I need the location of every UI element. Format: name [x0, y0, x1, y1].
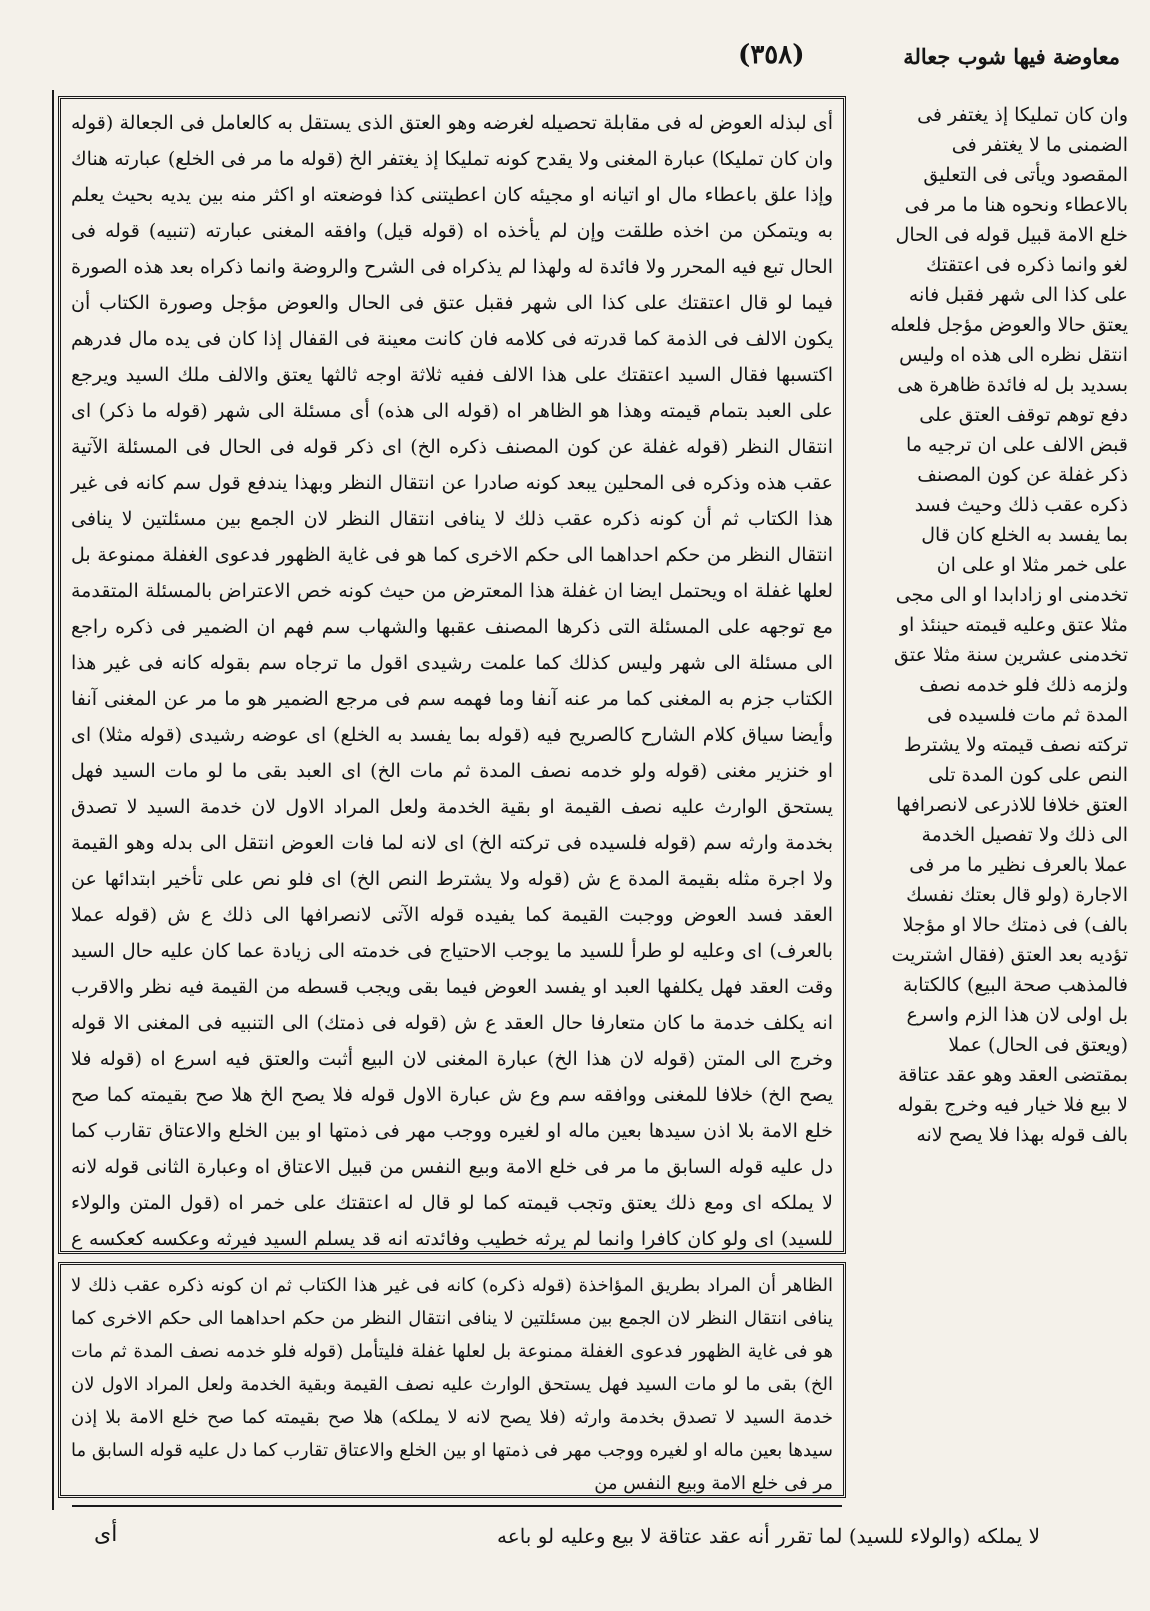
commentary-text-lower: الظاهر أن المراد بطريق المؤاخذة (قوله ذكره) كانه فى غير هذا الكتاب ثم ان كونه ذكره عقب ذلك لا ينافى انتقال النظر لان الجمع بين مسئلتين لا ينافى انتقال النظر من حكم احداهما الى حكم الاخرى كما هو فى غاية الظهور فدعوى الغفلة ممنوعة بل لعلها غفلة فليتأمل (قوله فلو خدمه نصف المدة ثم مات الخ) بقى ما لو مات السيد فهل يستحق الوارث عليه نصف القيمة وبقية الخدمة ولعل المراد الاول لان خدمة السيد لا تصدق بخدمة وارثه (فلا يصح لانه لا يملكه) هلا صح بقيمته كما صح خلع الامة بلا إذن سيدها بعين ماله او لغيره ووجب مهر فى ذمتها او بين الخلع والاعتاق تقارب كما دل عليه قوله السابق ما مر فى خلع الامة وبيع النفس من — [71, 1275, 833, 1494]
footer-catchword: أى — [94, 1522, 118, 1547]
footer-continuation-line: لا يملكه (والولاء للسيد) لما تقرر أنه عقد عتاقة لا بيع وعليه لو باعه — [497, 1524, 1040, 1548]
commentary-box-lower — [58, 1262, 846, 1498]
page-number: (٣٥٨) — [738, 40, 805, 70]
main-text: وان كان تمليكا إذ يغتفر فى الضمنى ما لا يغتفر فى المقصود ويأتى فى التعليق بالاعطاء ونحوه هنا ما مر فى خلع الامة قبيل قوله فى الحال لغو وانما ذكره فى اعتقتك على كذا الى شهر فقبل فانه يعتق حالا والعوض مؤجل فلعله انتقل نظره الى هذه اه وليس بسديد بل له فائدة ظاهرة هى دفع توهم توقف العتق على قبض الالف على ان ترجيه ما ذكر غفلة عن كون المصنف ذكره عقب ذلك وحيث فسد بما يفسد به الخلع كان قال على خمر مثلا او على ان تخدمنى او زادابدا او الى مجى مثلا عتق وعليه قيمته حينئذ او تخدمنى عشرين سنة مثلا عتق ولزمه ذلك فلو خدمه نصف المدة ثم مات فلسيده فى تركته نصف قيمته ولا يشترط النص على كون المدة تلى العتق خلافا للاذرعى لانصرافها الى ذلك ولا تفصيل الخدمة عملا بالعرف نظير ما مر فى الاجارة (ولو قال بعتك نفسك بالف) فى ذمتك حالا او مؤجلا تؤديه بعد العتق (فقال اشتريت فالمذهب صحة البيع) كالكتابة بل اولى لان هذا الزم واسرع (ويعتق فى الحال) عملا بمقتضى العقد وهو عقد عتاقة لا بيع فلا خيار فيه وخرج بقوله بالف قوله بهذا فلا يصح لانه — [890, 104, 1128, 1146]
left-border-rule — [52, 90, 54, 1510]
main-text-margin-column — [890, 100, 1128, 1570]
commentary-text-upper: أى لبذله العوض له فى مقابلة تحصيله لغرضه وهو العتق الذى يستقل به كالعامل فى الجعالة (قوله وان كان تمليكا) عبارة المغنى ولا يقدح كونه تمليكا إذ يغتفر الخ (قوله ما مر فى الخلع) عبارته هناك وإذا علق باعطاء مال او اتيانه او مجيئه كان اعطيتنى كذا فوضعته او اكثر منه بين يديه بحيث يعلم به ويتمكن من اخذه طلقت وإن لم يأخذه اه (قوله قيل) وافقه المغنى عبارته (تنبيه) قوله فى الحال تبع فيه المحرر ولا فائدة له ولهذا لم يذكراه فى الشرح والروضة وانما ذكراه بعد هذه الصورة فيما لو قال اعتقتك على كذا الى شهر فقبل عتق فى الحال والعوض مؤجل وصورة الكتاب أن يكون الالف فى الذمة كما قدرته فى كلامه فان كانت معينة فى القفال إذا كان فى يده مال فدرهم اكتسبها فقال السيد اعتقتك على هذا الالف ففيه ثلاثة اوجه ثالثها يعتق والالف ملك السيد ويرجع على العبد بتمام قيمته وهذا هو الظاهر اه (قوله الى هذه) أى مسئلة الى شهر (قوله ما ذكر) اى انتقال النظر (قوله غفلة عن كون المصنف ذكره الخ) اى ذكر قوله فى الحال فى المسئلة الآتية عقب هذه وذكره فى المحلين يبعد كونه صادرا عن انتقال النظر وبهذا يندفع قول سم كانه فى غير هذا الكتاب ثم أن كونه ذكره عقب ذلك لا ينافى انتقال النظر لان الجمع بين مسئلتين لا ينافى انتقال النظر من حكم احداهما الى حكم الاخرى كما هو فى غاية الظهور فدعوى الغفلة ممنوعة بل لعلها غفلة اه ويحتمل ايضا ان غفلة هذا المعترض من حيث كونه خص الاعتراض بالمسئلة المتقدمة مع توجهه على المسئلة التى ذكرها المصنف عقبها والشهاب سم فهم ان الضمير فى ذكره راجع الى مسئلة الى شهر وليس كذلك كما علمت رشيدى اقول ما ترجاه سم بقوله كانه فى غير هذا الكتاب جزم به المغنى كما مر عنه آنفا وما فهمه سم فى مرجع الضمير هو ما مر عن المغنى آنفا وأيضا سياق كلام الشارح كالصريح فيه (قوله بما يفسد به الخلع) اى عوضه رشيدى (قوله مثلا) اى او خنزير مغنى (قوله ولو خدمه نصف المدة ثم مات الخ) اى العبد بقى ما لو مات السيد فهل يستحق الوارث عليه نصف القيمة او بقية الخدمة ولعل المراد الاول لان خدمة السيد لا تصدق بخدمة وارثه سم (قوله فلسيده فى تركته الخ) اى لانه لما فات العوض انتقل الى بدله وهو القيمة ولا اجرة مثله بقيمة المدة ع ش (قوله ولا يشترط النص الخ) اى فلو نص على تأخير ابتدائها عن العقد فسد العوض ووجبت القيمة كما يفيده قوله الآتى لانصرافها الى ذلك ع ش (قوله عملا بالعرف) اى وعليه لو طرأ للسيد ما يوجب الاحتياج فى خدمته الى زيادة عما كان عليه حال السيد وقت العقد فهل يكلفها العبد او يفسد العوض فيما بقى ويجب قسطه من القيمة فيه نظر والاقرب انه يكلف خدمة ما كان متعارفا حال العقد ع ش (قوله فى ذمتك) الى التنبيه فى المغنى الا قوله وخرج الى المتن (قوله لان هذا الخ) عبارة المغنى لان البيع أثبت والعتق فيه اسرع اه (قوله فلا يصح الخ) خلافا للمغنى ووافقه سم وع ش عبارة الاول قوله فلا يصح الخ هلا صح بقيمته كما صح خلع الامة بلا اذن سيدها بعين ماله او لغيره ووجب مهر فى ذمتها او بين الخلع والاعتاق تقارب كما دل عليه قوله السابق ما مر فى خلع الامة وبيع النفس من قبيل الاعتاق اه وعبارة الثانى قوله لانه لا يملكه اى ومع ذلك يعتق وتجب قيمته كما لو قال له اعتقتك على خمر اه (قول المتن والولاء للسيد) اى ولو كان كافرا وانما لم يرثه خطيب وفائدته انه قد يسلم السيد فيرثه وعكسه كعكسه ع — [71, 112, 834, 1250]
footer-separator — [72, 1505, 842, 1507]
running-header-title: معاوضة فيها شوب جعالة — [903, 44, 1120, 69]
commentary-box-upper — [58, 96, 846, 1254]
